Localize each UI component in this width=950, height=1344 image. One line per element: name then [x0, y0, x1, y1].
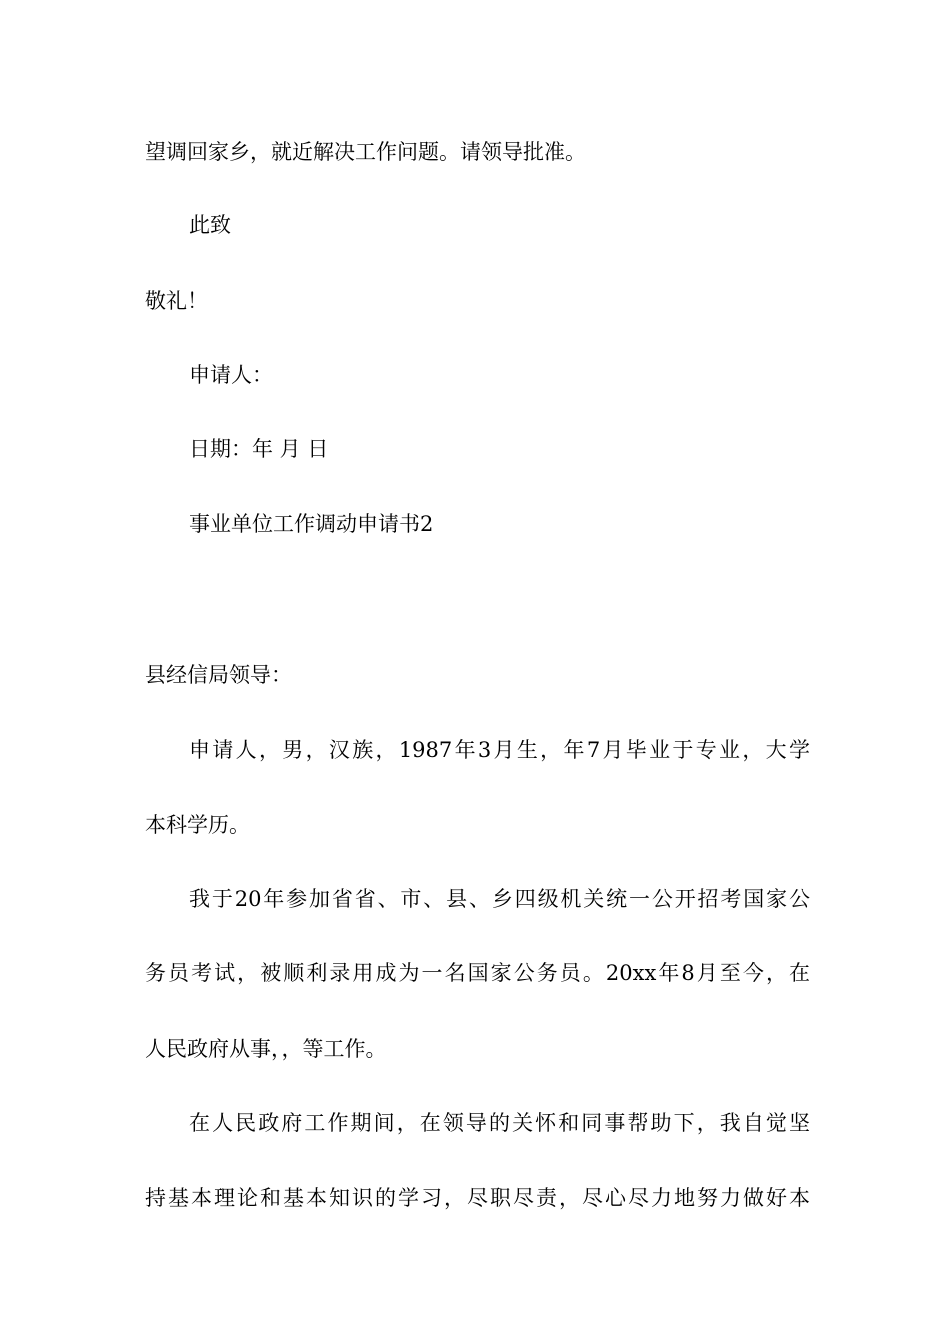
section-title: 事业单位工作调动申请书2	[189, 512, 434, 536]
body-text-line: 持基本理论和基本知识的学习，尽职尽责，尽心尽力地努力做好本	[145, 1186, 810, 1210]
recipient-salutation: 县经信局领导：	[145, 663, 292, 687]
closing-salutation: 此致	[189, 213, 231, 237]
closing-regards: 敬礼！	[145, 289, 208, 313]
body-text-line: 人民政府从事，，等工作。	[145, 1037, 387, 1061]
body-text-line: 申请人，男，汉族，1987年3月生，年7月毕业于专业，大学	[189, 738, 810, 762]
applicant-signature-label: 申请人：	[189, 363, 273, 387]
body-text-line: 务员考试，被顺利录用成为一名国家公务员。20xx年8月至今，在	[145, 961, 810, 985]
body-text-line: 我于20年参加省省、市、县、乡四级机关统一公开招考国家公	[189, 887, 810, 911]
body-text-line: 本科学历。	[145, 813, 250, 837]
body-text-line: 在人民政府工作期间，在领导的关怀和同事帮助下，我自觉坚	[189, 1111, 810, 1135]
date-label: 日期：年 月 日	[189, 437, 329, 461]
body-text-line: 望调回家乡，就近解决工作问题。请领导批准。	[145, 140, 586, 164]
